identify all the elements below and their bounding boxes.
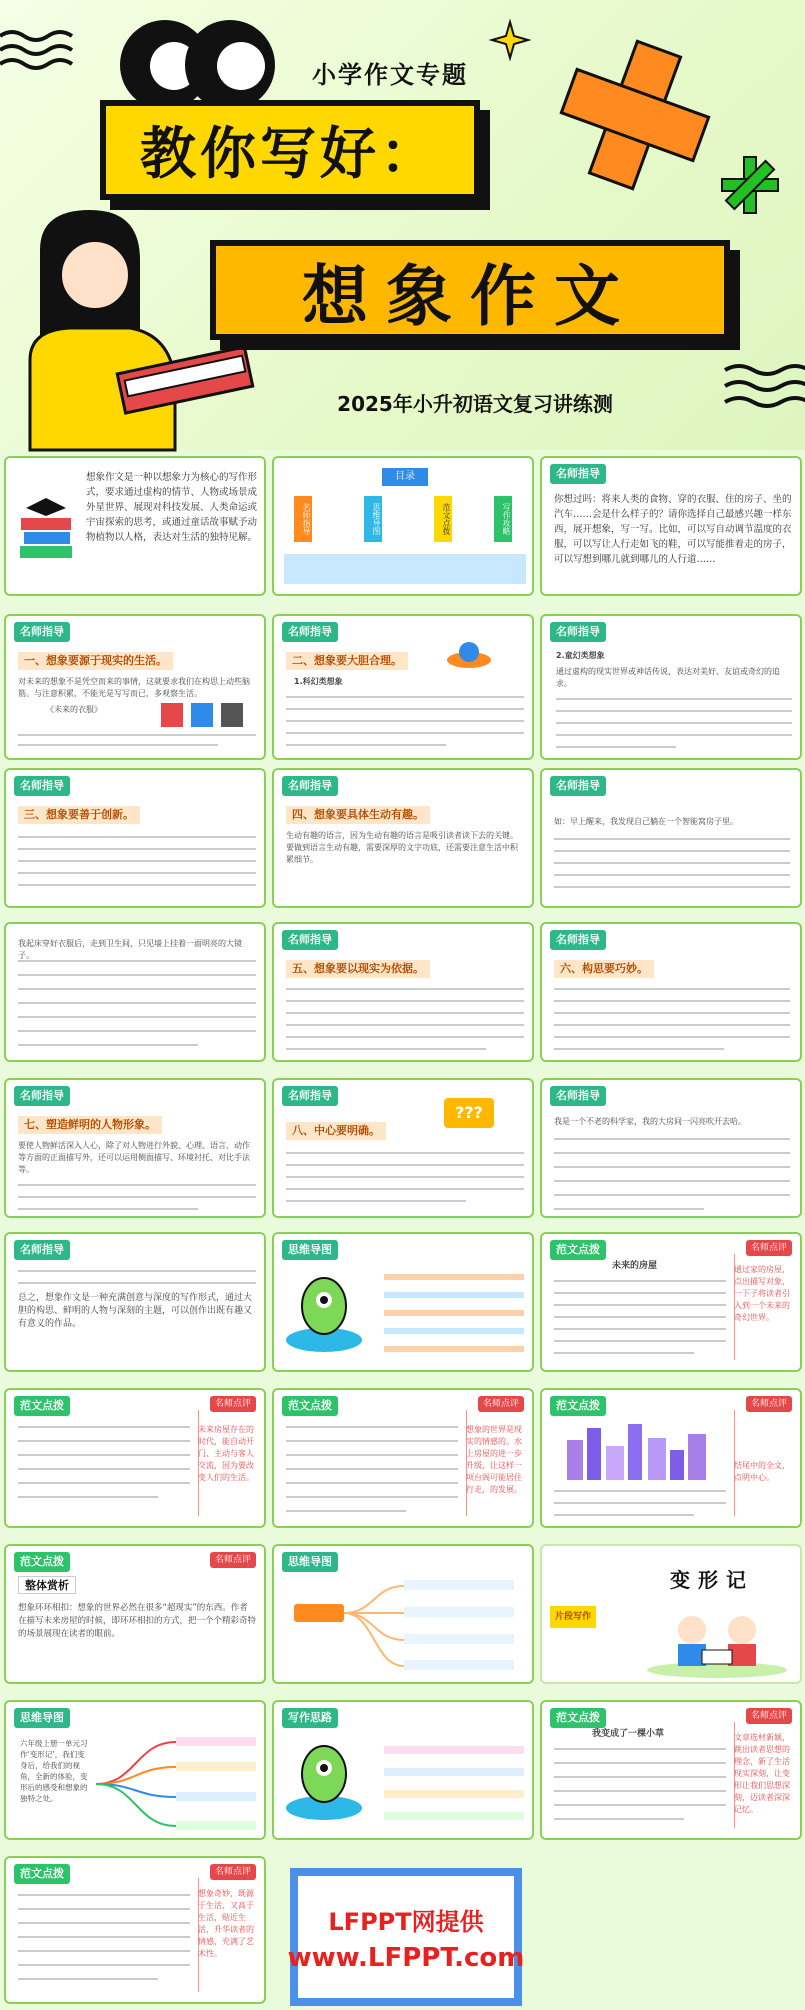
card-9-tag: 名师指导 — [550, 776, 606, 796]
card-16-tag: 名师指导 — [14, 1240, 70, 1260]
mindmap-branches — [344, 1576, 524, 1676]
slide-card-22[interactable] — [4, 1544, 266, 1684]
card-17-line-4 — [384, 1328, 524, 1334]
wave-lines-decoration — [0, 28, 70, 74]
card-10-line-5 — [18, 1016, 256, 1018]
cover-title-line2: 想象作文 — [302, 257, 638, 335]
card-20-tag: 范文点拨 — [282, 1396, 338, 1416]
card-23-tag: 思维导图 — [282, 1552, 338, 1572]
card-17-line-1 — [384, 1274, 524, 1280]
wave-lines-decoration-right — [725, 362, 805, 412]
card-10-text: 我起床穿好衣服后，走到卫生间，只见墙上挂着一面明亮的大镜子。 — [18, 939, 242, 960]
books-graduate-icon — [16, 488, 76, 568]
slide-card-6[interactable] — [540, 614, 802, 760]
card-27-line-3 — [554, 1776, 726, 1778]
card-10-line-1 — [18, 960, 256, 962]
card-11-line-4 — [286, 1024, 524, 1026]
mindmap-center-node — [294, 1604, 344, 1622]
card-24-title: 变形记 — [670, 1568, 754, 1592]
card-27-line-1 — [554, 1748, 726, 1750]
card-25-tag: 思维导图 — [14, 1708, 70, 1728]
card-20-line-7 — [286, 1510, 406, 1512]
slide-card-2[interactable] — [272, 456, 534, 596]
card-28-tag: 范文点拨 — [14, 1864, 70, 1884]
slide-card-21[interactable] — [540, 1388, 802, 1528]
card-12-line-1 — [554, 988, 790, 990]
card-12-line-3 — [554, 1012, 790, 1014]
eye-right-decoration — [185, 20, 275, 110]
slide-card-19[interactable] — [4, 1388, 266, 1528]
card-5-line-5 — [286, 744, 446, 746]
card-20-comment-tag: 名师点评 — [478, 1396, 524, 1412]
card-14-heading: 八、中心要明确。 — [286, 1122, 386, 1140]
clothes-icon — [156, 698, 256, 728]
cover-title-box-1 — [100, 100, 480, 200]
card-7-line-4 — [18, 872, 256, 874]
card-13-text: 要使人物鲜活深入人心，除了对人物进行外貌、心理、语言、动作等方面的正面描写外，还可以运用侧面描写、环境衬托、对比手法等。 — [18, 1141, 250, 1174]
promo-line-1: LFPPT网提供 — [328, 1907, 484, 1936]
alien-ufo-icon — [284, 1270, 364, 1360]
card-21-line-1 — [554, 1490, 726, 1492]
card-20-comment: 想象的世界是现实的情感的。水上房屋的进一步升级，让这样一项台阁可能居住行走，的发展。 — [466, 1425, 522, 1494]
card-13-line-3 — [18, 1208, 198, 1210]
card-6-text: 通过虚构的现实世界或神话传说，表达对美好、友谊或奇幻的追求。 — [556, 667, 780, 688]
card-20-line-3 — [286, 1454, 458, 1456]
card-21-comment-tag: 名师点评 — [746, 1396, 792, 1412]
card-10-line-6 — [18, 1030, 256, 1032]
card-10-line-4 — [18, 1002, 256, 1004]
toc-col-2: 思维导图 — [364, 496, 382, 542]
card-20-line-2 — [286, 1440, 458, 1442]
toc-col-1: 名师指导 — [294, 496, 312, 542]
card-28-line-5 — [18, 1950, 190, 1952]
card-26-line-3 — [384, 1790, 524, 1798]
slide-card-16[interactable] — [4, 1232, 266, 1372]
card-14-line-1 — [286, 1152, 524, 1154]
card-17-tag: 思维导图 — [282, 1240, 338, 1260]
card-8-tag: 名师指导 — [282, 776, 338, 796]
question-badge: ??? — [444, 1098, 494, 1128]
slide-card-28[interactable] — [4, 1856, 266, 2004]
card-16-text: 总之，想象作文是一种充满创意与深度的写作形式，通过大胆的构思、鲜明的人物与深刻的主题，可以创作出既有趣又有意义的作品。 — [18, 1293, 253, 1329]
card-9-text: 如：早上醒来，我发现自己躺在一个智能窝房子里。 — [554, 817, 738, 826]
card-14-line-2 — [286, 1164, 524, 1166]
card-12-line-5 — [554, 1036, 790, 1038]
card-19-line-1 — [18, 1426, 190, 1428]
card-7-line-5 — [18, 884, 256, 886]
card-19-line-5 — [18, 1482, 190, 1484]
card-10-line-2 — [18, 974, 256, 976]
city-skyline-illustration — [562, 1420, 712, 1480]
card-4-line-1 — [18, 734, 256, 736]
card-6-sub: 2.童幻类想象 — [556, 651, 605, 660]
card-14-line-3 — [286, 1176, 524, 1178]
card-12-line-6 — [554, 1048, 724, 1050]
card-19-comment-tag: 名师点评 — [210, 1396, 256, 1412]
card-22-text: 想象环环相扣：想象的世界必然在很多“超现实”的东西。作者在描写未来房屋的时候，即环环相扣的方式，把一个个精彩奇特的场景展现在读者的眼前。 — [18, 1603, 257, 1639]
card-11-line-1 — [286, 988, 524, 990]
cover-title-line1: 教你写好： — [140, 122, 440, 187]
card-17-line-3 — [384, 1310, 524, 1316]
card-16-line-1 — [18, 1270, 256, 1272]
card-15-line-4 — [554, 1180, 790, 1182]
card-15-line-1 — [554, 1138, 790, 1140]
slide-card-23[interactable] — [272, 1544, 534, 1684]
card-28-line-1 — [18, 1894, 190, 1896]
card-28-line-3 — [18, 1922, 190, 1924]
card-5-line-2 — [286, 708, 524, 710]
lfppt-promo-banner[interactable] — [287, 1868, 525, 2006]
card-24-label: 片段写作 — [550, 1606, 596, 1628]
slide-card-3[interactable] — [540, 456, 802, 596]
card-27-line-6 — [554, 1818, 684, 1820]
card-5-line-3 — [286, 720, 524, 722]
card-19-comment: 未来房屋存在的时代，能自动开门、主动与客人交流，因为要改变人们的生活。 — [198, 1425, 254, 1482]
card-18-comment-tag: 名师点评 — [746, 1240, 792, 1256]
card-9-line-2 — [554, 850, 790, 852]
toc-rule — [284, 554, 526, 584]
slide-card-25[interactable] — [4, 1700, 266, 1840]
card-18-line-2 — [554, 1292, 726, 1294]
kids-reading-illustration — [642, 1600, 792, 1680]
card-5-line-1 — [286, 696, 524, 698]
card-21-line-3 — [554, 1514, 694, 1516]
slide-card-9[interactable] — [540, 768, 802, 908]
ufo-icon — [444, 636, 494, 676]
card-3-tag: 名师指导 — [550, 464, 606, 484]
card-9-line-4 — [554, 874, 790, 876]
card-6-line-1 — [556, 698, 792, 700]
card-4-line-2 — [18, 744, 218, 746]
mindmap-tree — [96, 1732, 261, 1836]
card-17-line-5 — [384, 1346, 524, 1352]
card-1-text: 想象作文是一种以想象力为核心的写作形式，要求通过虚构的情节、人物或场景成外星世界、展现对科技发展、人类命运或宇宙探索的思考，或通过童话故事赋予动物植物以人格，表达对生活的独特见解。 — [86, 472, 258, 543]
slide-card-26[interactable] — [272, 1700, 534, 1840]
card-15-line-3 — [554, 1166, 790, 1168]
card-18-line-4 — [554, 1316, 726, 1318]
card-21-line-2 — [554, 1502, 726, 1504]
card-11-tag: 名师指导 — [282, 930, 338, 950]
card-7-line-3 — [18, 860, 256, 862]
card-5-heading: 二、想象要大胆合理。 — [286, 652, 408, 670]
green-star-decoration — [720, 155, 780, 215]
card-3-text: 你想过吗：将来人类的食物、穿的衣服、住的房子、坐的汽车……会是什么样子的？请你选择自己最感兴趣一样东西，展开想象，写一写。比如，可以写自动调节温度的衣服，可以写让人行走如飞的鞋，可以写能推着走的房子，可以写想到哪儿就到哪儿的人行道…… — [554, 494, 792, 565]
card-12-tag: 名师指导 — [550, 930, 606, 950]
card-6-line-5 — [556, 746, 676, 748]
card-19-line-3 — [18, 1454, 190, 1456]
card-17-line-2 — [384, 1292, 524, 1298]
card-28-comment-tag: 名师点评 — [210, 1864, 256, 1880]
card-27-line-5 — [554, 1804, 726, 1806]
card-4-tag: 名师指导 — [14, 622, 70, 642]
card-21-tag: 范文点拨 — [550, 1396, 606, 1416]
slide-card-18[interactable] — [540, 1232, 802, 1372]
card-6-tag: 名师指导 — [550, 622, 606, 642]
slide-card-12[interactable] — [540, 922, 802, 1062]
toc-title: 目录 — [382, 468, 428, 486]
card-13-heading: 七、塑造鲜明的人物形象。 — [18, 1116, 162, 1134]
slide-card-7[interactable] — [4, 768, 266, 908]
card-8-text: 生动有趣的语言，因为生动有趣的语言是吸引读者读下去的关键。要做到语言生动有趣，需要深厚的文字功底，还需要注意生活中积累细节。 — [286, 831, 518, 864]
card-11-heading: 五、想象要以现实为依据。 — [286, 960, 430, 978]
card-26-line-1 — [384, 1746, 524, 1754]
card-26-line-4 — [384, 1812, 524, 1820]
card-27-title: 我变成了一棵小草 — [592, 1729, 665, 1739]
card-15-line-6 — [554, 1208, 704, 1210]
card-18-title: 未来的房屋 — [612, 1261, 658, 1271]
alien-ufo-icon-2 — [284, 1738, 364, 1828]
lfppt-promo-inner — [287, 1876, 525, 1998]
card-22-tag: 范文点拨 — [14, 1552, 70, 1572]
card-18-comment: 通过家的房屋，点出描写对象，一下子将读者引入到一个未来的奇幻世界。 — [734, 1265, 790, 1322]
card-18-line-3 — [554, 1304, 726, 1306]
card-28-comment: 想象奇妙，既源于生活，又高于生活，贴近生活，升华读者的情感，充满了艺术性。 — [198, 1889, 254, 1958]
slide-card-5[interactable] — [272, 614, 534, 760]
orange-cross-decoration — [560, 40, 710, 190]
cover-exam-line: 2025年小升初语文复习讲练测 — [337, 392, 613, 416]
card-20-line-1 — [286, 1426, 458, 1428]
card-27-line-2 — [554, 1762, 726, 1764]
card-9-line-1 — [554, 838, 790, 840]
slide-card-10[interactable] — [4, 922, 266, 1062]
card-10-line-7 — [18, 1044, 198, 1046]
card-16-line-2 — [18, 1282, 256, 1284]
card-20-line-5 — [286, 1482, 458, 1484]
card-28-line-4 — [18, 1936, 190, 1938]
card-27-line-4 — [554, 1790, 726, 1792]
card-19-line-2 — [18, 1440, 190, 1442]
slide-card-13[interactable] — [4, 1078, 266, 1218]
slide-card-1[interactable] — [4, 456, 266, 596]
card-19-line-4 — [18, 1468, 190, 1470]
cover-title-box-2 — [210, 240, 730, 340]
slide-card-17[interactable] — [272, 1232, 534, 1372]
card-5-sub: 1.科幻类想象 — [294, 677, 343, 686]
card-13-line-1 — [18, 1184, 256, 1186]
card-7-heading: 三、想象要善于创新。 — [18, 806, 140, 824]
card-4-label: 《未来的衣服》 — [46, 705, 102, 714]
card-4-text: 对未来的想象不是凭空而来的事情，这就要求我们在构思上动些脑筋。与注意积累，不能光是写写而已，多观察生活。 — [18, 677, 250, 698]
card-14-line-5 — [286, 1200, 466, 1202]
card-18-line-6 — [554, 1340, 726, 1342]
card-7-line-1 — [18, 836, 256, 838]
card-10-line-3 — [18, 988, 256, 990]
card-27-comment: 文章选材新颖，跳出读者思想的理念，新了生活现实深刻，让变形让我们思想深刻，迈读者深深记忆。 — [734, 1733, 790, 1814]
card-14-tag: 名师指导 — [282, 1086, 338, 1106]
card-28-line-7 — [18, 1978, 158, 1980]
card-27-comment-tag: 名师点评 — [746, 1708, 792, 1724]
card-11-line-6 — [286, 1048, 486, 1050]
card-12-heading: 六、构思要巧妙。 — [554, 960, 654, 978]
card-15-line-5 — [554, 1194, 790, 1196]
yellow-star-decoration — [490, 20, 530, 60]
slide-card-24[interactable] — [540, 1544, 802, 1684]
slide-card-11[interactable] — [272, 922, 534, 1062]
card-18-line-5 — [554, 1328, 726, 1330]
card-15-text: 我是一个不老的科学家，我的大房间一闪亮吹开去哈。 — [554, 1117, 746, 1126]
card-28-line-6 — [18, 1964, 190, 1966]
card-15-line-2 — [554, 1152, 790, 1154]
card-20-line-6 — [286, 1496, 458, 1498]
promo-line-2: www.LFPPT.com — [287, 1942, 525, 1973]
slide-card-27[interactable] — [540, 1700, 802, 1840]
card-9-line-5 — [554, 886, 790, 888]
card-14-line-4 — [286, 1188, 524, 1190]
slide-card-4[interactable] — [4, 614, 266, 760]
card-19-line-6 — [18, 1496, 158, 1498]
card-18-line-1 — [554, 1280, 726, 1282]
card-6-line-4 — [556, 734, 792, 736]
card-22-heading: 整体赏析 — [18, 1576, 76, 1594]
slide-card-14[interactable] — [272, 1078, 534, 1218]
card-22-comment-tag: 名师点评 — [210, 1552, 256, 1568]
card-6-line-2 — [556, 710, 792, 712]
card-18-line-7 — [554, 1352, 694, 1354]
cover-slide — [0, 0, 805, 450]
card-9-line-3 — [554, 862, 790, 864]
card-12-line-2 — [554, 1000, 790, 1002]
card-4-heading: 一、想象要源于现实的生活。 — [18, 652, 173, 670]
toc-col-4: 写作攻略 — [494, 496, 512, 542]
card-13-tag: 名师指导 — [14, 1086, 70, 1106]
card-28-line-2 — [18, 1908, 190, 1910]
card-11-line-5 — [286, 1036, 524, 1038]
card-7-tag: 名师指导 — [14, 776, 70, 796]
card-12-line-4 — [554, 1024, 790, 1026]
card-13-line-2 — [18, 1196, 256, 1198]
card-21-comment: 结尾中的全文，点明中心。 — [734, 1461, 790, 1482]
card-11-line-2 — [286, 1000, 524, 1002]
card-18-tag: 范文点拨 — [550, 1240, 606, 1260]
card-25-text: 六年级上册一单元习作‘变形记’，我们变身后，给我们的视角，全新的体验，变形后的感受和想象的独特之处。 — [20, 1739, 88, 1803]
slide-card-20[interactable] — [272, 1388, 534, 1528]
toc-col-3: 范文点拨 — [434, 496, 452, 542]
card-7-line-2 — [18, 848, 256, 850]
slide-card-15[interactable] — [540, 1078, 802, 1218]
cover-subtitle: 小学作文专题 — [312, 61, 468, 89]
card-11-line-3 — [286, 1012, 524, 1014]
card-6-line-3 — [556, 722, 792, 724]
card-26-tag: 写作思路 — [282, 1708, 338, 1728]
card-27-tag: 范文点拨 — [550, 1708, 606, 1728]
slide-card-8[interactable] — [272, 768, 534, 908]
card-19-tag: 范文点拨 — [14, 1396, 70, 1416]
card-26-line-2 — [384, 1768, 524, 1776]
card-8-heading: 四、想象要具体生动有趣。 — [286, 806, 430, 824]
card-20-line-4 — [286, 1468, 458, 1470]
card-5-tag: 名师指导 — [282, 622, 338, 642]
card-15-tag: 名师指导 — [550, 1086, 606, 1106]
card-5-line-4 — [286, 732, 524, 734]
